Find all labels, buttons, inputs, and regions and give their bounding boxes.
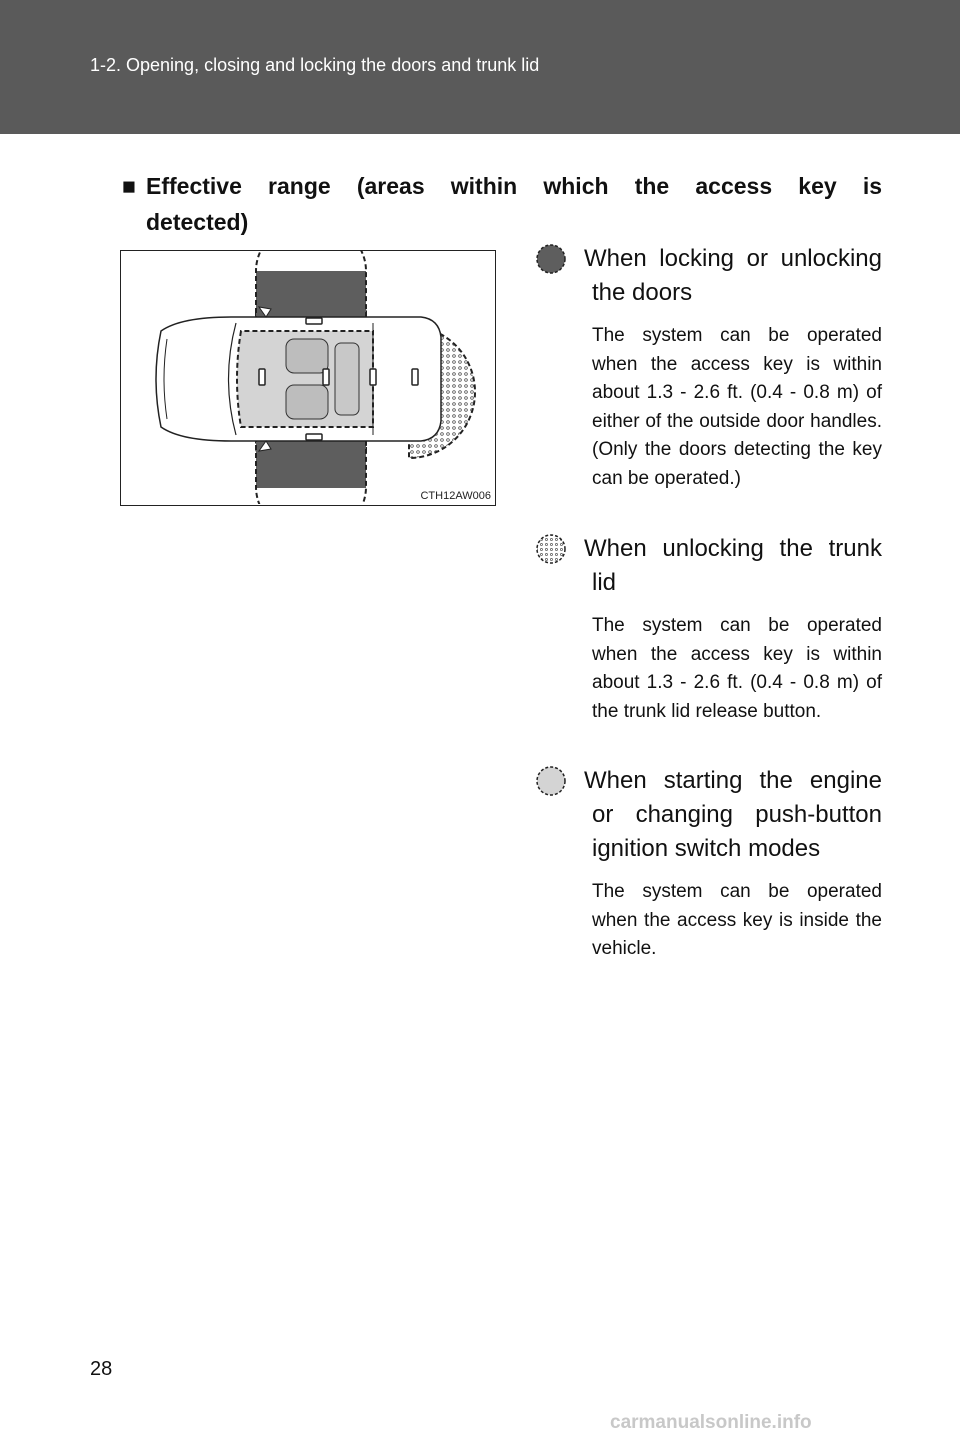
heading-line: lid (592, 569, 617, 596)
page-header (0, 0, 960, 134)
legend-description: The system can be operated when the access key is within about 1.3 - 2.6 ft. (0.4 - 0.8 m) of either of the outside door handles. (Only the doors detecting the key can be operated.) (592, 325, 882, 489)
heading-line: or changing push-button (592, 801, 882, 828)
heading-line: the doors (592, 279, 693, 306)
section-marker: ■ (122, 173, 136, 199)
legend-heading (584, 242, 882, 310)
heading-line: ignition switch modes (592, 835, 821, 862)
header-title: 1-2. Opening, closing and locking the doors and trunk lid (90, 55, 540, 75)
legend-heading (584, 764, 882, 866)
legend-heading (584, 532, 882, 600)
car-range-figure (120, 250, 496, 506)
legend-description: The system can be operated when the access key is within about 1.3 - 2.6 ft. (0.4 - 0.8 m) of the trunk lid release button. (592, 615, 882, 722)
figure-code: CTH12AW006 (420, 490, 491, 502)
section-title-line1: Effective range (areas within which the access key is (146, 173, 882, 199)
legend-description: The system can be operated when the access key is inside the vehicle. (592, 881, 882, 959)
page-number: 28 (90, 1358, 113, 1380)
heading-line: When starting the engine (584, 767, 882, 794)
car-top-view-diagram (121, 251, 494, 504)
dotted-pattern-circle-icon (534, 532, 568, 566)
watermark: carmanualsonline.info (610, 1412, 812, 1433)
section-title-line2: detected) (146, 209, 249, 235)
heading-line: When locking or unlocking (584, 245, 882, 272)
dark-filled-circle-icon (534, 242, 568, 276)
light-filled-circle-icon (534, 764, 568, 798)
heading-line: When unlocking the trunk (584, 535, 882, 562)
